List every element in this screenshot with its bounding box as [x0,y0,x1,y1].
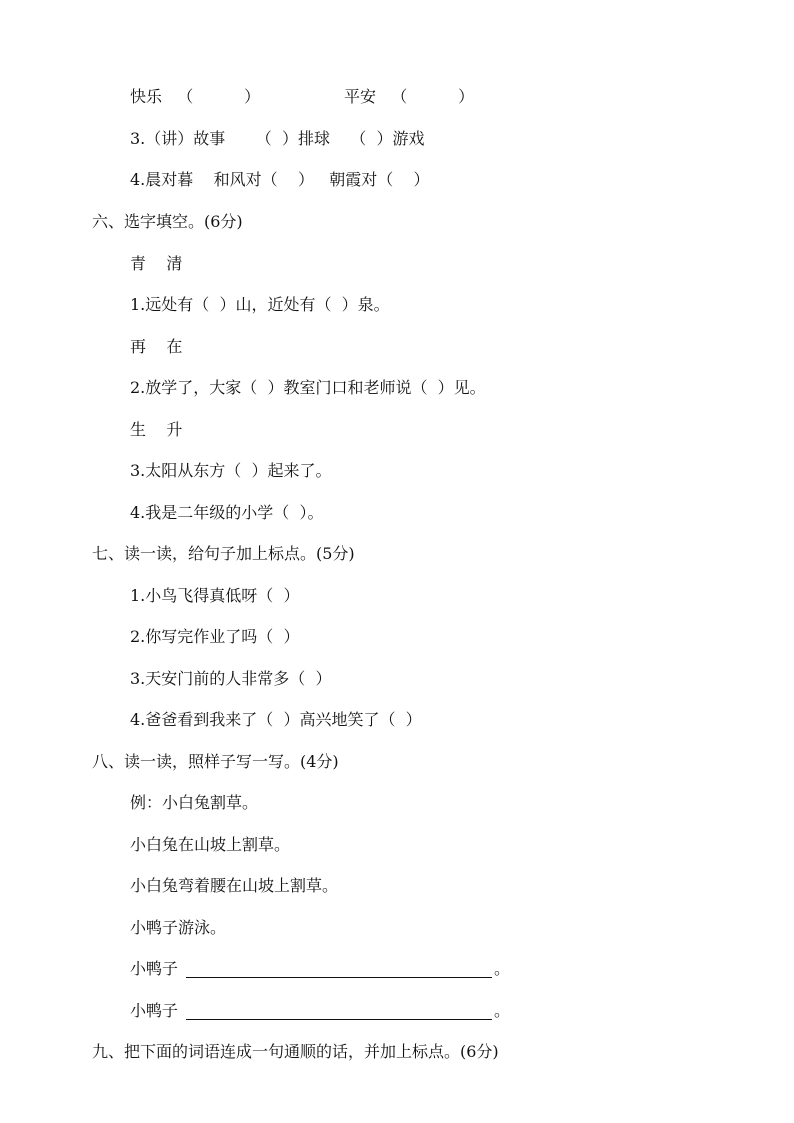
question-7-4: 4.爸爸看到我来了（ ）高兴地笑了（ ） [130,710,422,729]
question-7-1: 1.小鸟飞得真低呀（ ） [130,586,300,605]
section-6-title: 六、选字填空。(6分) [92,212,243,231]
word-match-row-3: 3.（讲）故事 （ ）排球 （ ）游戏 [130,129,425,148]
fill-suffix-1: 。 [494,959,511,978]
section-7-title: 七、读一读，给句子加上标点。(5分) [92,544,355,563]
example-sentence-3: 小白兔弯着腰在山坡上割草。 [130,876,339,895]
idiom-row-1a: 快乐 （ ） [130,87,261,106]
char-pair-2: 再 在 [130,337,183,356]
question-6-2: 2.放学了，大家（ ）教室门口和老师说（ ）见。 [130,378,486,397]
question-6-3: 3.太阳从东方（ ）起来了。 [130,461,332,480]
question-6-1: 1.远处有（ ）山，近处有（ ）泉。 [130,295,390,314]
prompt-sentence: 小鸭子游泳。 [130,918,227,937]
question-7-3: 3.天安门前的人非常多（ ） [130,669,332,688]
idiom-row-1b: 平安 （ ） [344,87,475,106]
question-7-2: 2.你写完作业了吗（ ） [130,627,300,646]
char-pair-1: 青 清 [130,254,183,273]
fill-suffix-2: 。 [494,1001,511,1020]
section-8-title: 八、读一读，照样子写一写。(4分) [92,752,339,771]
section-9-title: 九、把下面的词语连成一句通顺的话，并加上标点。(6分) [92,1042,499,1061]
example-sentence: 例：小白兔割草。 [130,793,259,812]
example-sentence-2: 小白兔在山坡上割草。 [130,835,291,854]
question-6-4: 4.我是二年级的小学（ ）。 [130,503,324,522]
char-pair-3: 生 升 [130,420,183,439]
fill-prefix-1: 小鸭子 [130,959,179,978]
fill-prefix-2: 小鸭子 [130,1001,179,1020]
antonym-row-4: 4.晨对暮 和风对（ ） 朝霞对（ ） [130,170,430,189]
answer-line-1[interactable] [186,977,492,978]
answer-line-2[interactable] [186,1019,492,1020]
